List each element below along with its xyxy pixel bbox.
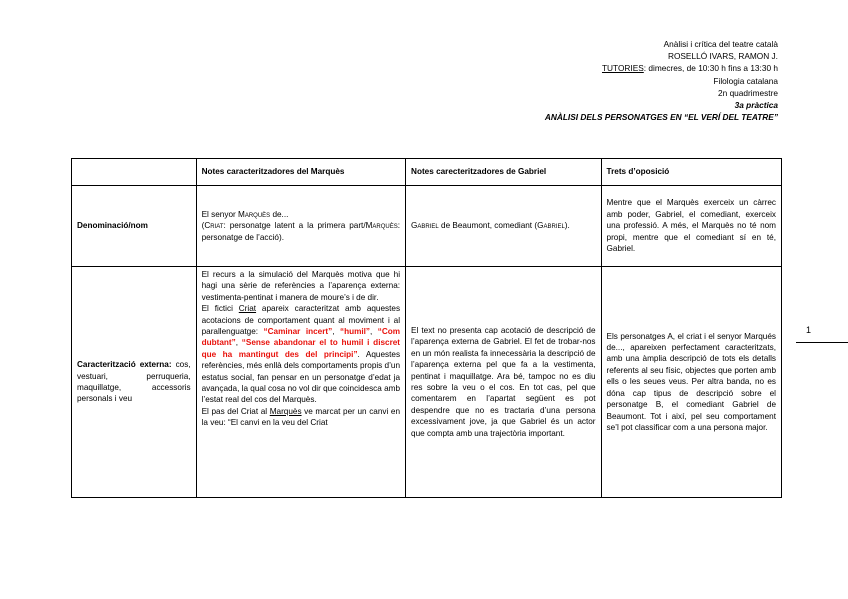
cell-gabriel-denominacio — [406, 186, 601, 267]
text-fragment: ve marcat per un canvi en la veu: “El canvi en la veu del Criat — [201, 406, 401, 428]
marques-paragraph-3 — [202, 406, 400, 429]
text-fragment: El fictici — [201, 304, 239, 314]
marques-role-note — [202, 220, 400, 243]
table-row-caracteritzacio — [72, 267, 782, 498]
page-number-rule — [796, 342, 848, 343]
tutories-line — [358, 62, 778, 74]
cell-marques-caracteritzacio — [196, 267, 405, 498]
character-analysis-table — [71, 158, 782, 498]
cell-oposicio-denominacio: Mentre que el Marquès exerceix un càrrec amb poder, Gabriel, el comediant, exerceix una professió. A més, el Marquès no té nom propi, mentre que el comediant sí en té, Gabriel. — [601, 186, 781, 267]
tutories-label: TUTORIES — [601, 63, 644, 74]
department: Filologia catalana — [713, 75, 778, 86]
marques-paragraph-1: El recurs a la simulació del Marquès motiva que hi hagi una sèrie de referències a l’aparença externa: vestimenta-pentinat i manera de moure’s i de dir. — [201, 270, 401, 302]
practice-number: 3a pràctica — [734, 100, 778, 111]
text-fragment: Marquès — [269, 406, 302, 416]
text-fragment: Criat — [204, 221, 224, 231]
text-fragment: . Aquestes referències, més enllà dels comportaments propis d’un estatus social, fan pensar en un personatge d’edat ja avançada, la qual cosa no vol dir que coincidesca amb l’estat real del cos del Marquès. — [201, 349, 401, 405]
row-label-denominacio: Denominació/nom — [72, 186, 197, 267]
text-fragment: El pas del Criat al — [201, 406, 270, 416]
quote-fragment: “Caminar incert” — [263, 327, 333, 337]
header-cell-empty — [72, 159, 197, 186]
cell-oposicio-caracteritzacio: Els personatges A, el criat i el senyor Marqués de..., apareixen perfectament caracteritzats, amb una àmplia descripció de tots els detalls referents al seu físic, objectes que porten amb ells o les seues veus. Per altra banda, no es dóna cap tipus de descripció sobre el personatge B, el comediant Gabriel de Beaumont. Tot i així, pel seu comportament se’l pot classificar com a una persona major. — [601, 267, 781, 498]
table-row-denominacio — [72, 186, 782, 267]
quote-fragment: “humil” — [339, 327, 370, 337]
text-fragment: de... — [270, 209, 289, 219]
tutories-text: : dimecres, de 10:30 h fins a 13:30 h — [643, 63, 778, 74]
course-title: Anàlisi i crítica del teatre català — [663, 39, 778, 49]
row-label-caracteritzacio — [72, 267, 197, 498]
cell-marques-denominacio — [196, 186, 405, 267]
text-fragment: : personatge de l’acció). — [201, 221, 401, 242]
header-cell-oposicio: Trets d’oposició — [601, 159, 781, 186]
text-fragment: Gabriel — [411, 221, 439, 231]
assignment-title: ANÀLISI DELS PERSONATGES EN “EL VERÍ DEL TEATRE” — [544, 112, 778, 123]
text-fragment: Marquès — [238, 209, 271, 219]
quote-fragment: “Sense abandonar el to humil i discret que ha mantingut des del principi” — [201, 338, 401, 359]
text-fragment: Criat — [238, 304, 257, 314]
text-fragment: cos, vestuari, perruqueria, maquillatge, accessoris personals i veu — [77, 360, 191, 404]
text-fragment: , — [332, 327, 340, 337]
text-fragment: ). — [564, 221, 570, 231]
cell-gabriel-caracteritzacio: El text no presenta cap acotació de descripció de l’aparença externa de Gabriel. El fet de trobar-nos en un món realista fa innecessària la descripció de l’aparença externa pel que fa a la vestimenta, pentinat i maquillatge. Ara bé, tampoc no es diu res sobre la veu o el cos. En tot cas, pel que comentarem en l’apartat següent es pot despendre que no es tractaria d’una persona excessivament jove, ja que Gabriel és un actor que compta amb una trajectòria important. — [406, 267, 601, 498]
text-fragment: Marquès — [365, 221, 398, 231]
text-fragment: de Beaumont, comediant ( — [438, 221, 538, 231]
header-cell-gabriel: Notes carecteritzadores de Gabriel — [406, 159, 601, 186]
text-fragment: : personatge latent a la primera part/ — [223, 221, 366, 231]
page-number: 1 — [806, 325, 812, 335]
marques-name-line — [202, 209, 400, 220]
text-fragment: , — [235, 338, 242, 348]
document-header — [358, 38, 778, 123]
quote-fragment: “Com dubtant” — [201, 327, 401, 348]
text-fragment: Caracterització externa: — [77, 360, 172, 370]
table-header-row — [72, 159, 782, 186]
professor-name: ROSELLÓ IVARS, RAMON J. — [667, 51, 778, 62]
marques-paragraph-2 — [202, 303, 400, 406]
text-fragment: ( — [201, 221, 205, 231]
header-cell-marques: Notes caracteritzadores del Marquès — [196, 159, 405, 186]
text-fragment: apareix caracteritzat amb aquestes acotacions de comportament quant al moviment i al parallenguatge: — [201, 304, 401, 337]
text-fragment: Gabriel — [537, 221, 565, 231]
semester: 2n quadrimestre — [718, 87, 778, 98]
text-fragment: , — [370, 327, 378, 337]
text-fragment: El senyor — [201, 209, 238, 219]
